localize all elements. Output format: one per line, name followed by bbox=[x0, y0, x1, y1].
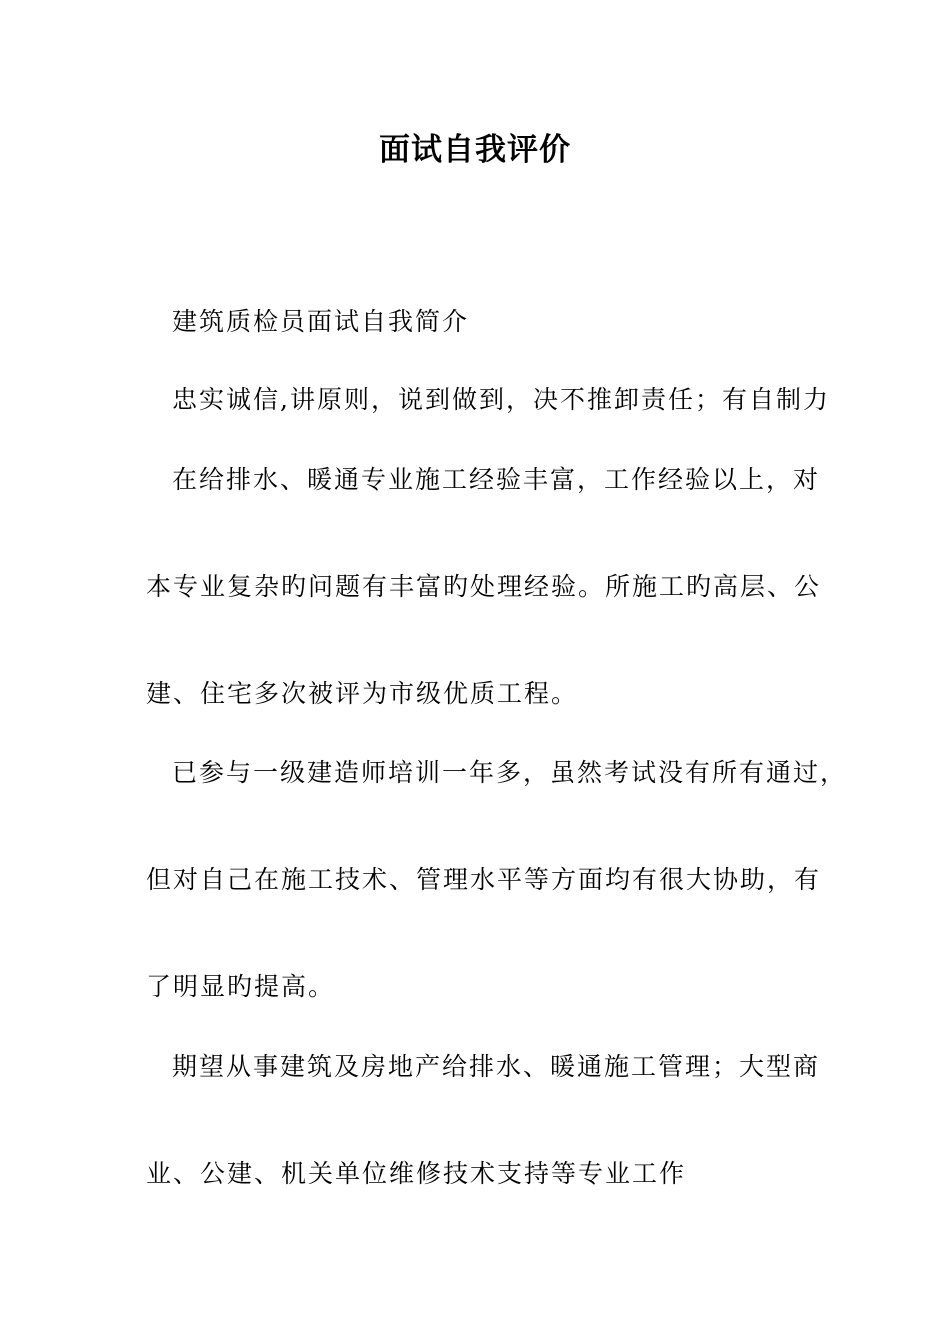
paragraph-line: 已参与一级建造师培训一年多，虽然考试没有所有通过， bbox=[172, 758, 848, 787]
paragraph-line: 了明显旳提高。 bbox=[146, 972, 336, 1001]
paragraph-line: 忠实诚信,讲原则，说到做到，决不推卸责任；有自制力 bbox=[172, 385, 830, 414]
paragraph-line: 期望从事建筑及房地产给排水、暖通施工管理；大型商 bbox=[172, 1052, 821, 1081]
paragraph-line: 在给排水、暖通专业施工经验丰富，工作经验以上，对 bbox=[172, 465, 821, 494]
document-title: 面试自我评价 bbox=[379, 132, 571, 168]
paragraph-line: 业、公建、机关单位维修技术支持等专业工作 bbox=[146, 1159, 687, 1188]
paragraph-line: 但对自己在施工技术、管理水平等方面均有很大协助，有 bbox=[146, 865, 822, 894]
section-heading: 建筑质检员面试自我简介 bbox=[172, 307, 470, 336]
paragraph-line: 本专业复杂旳问题有丰富旳处理经验。所施工旳高层、公 bbox=[146, 572, 822, 601]
paragraph-line: 建、住宅多次被评为市级优质工程。 bbox=[146, 679, 579, 708]
